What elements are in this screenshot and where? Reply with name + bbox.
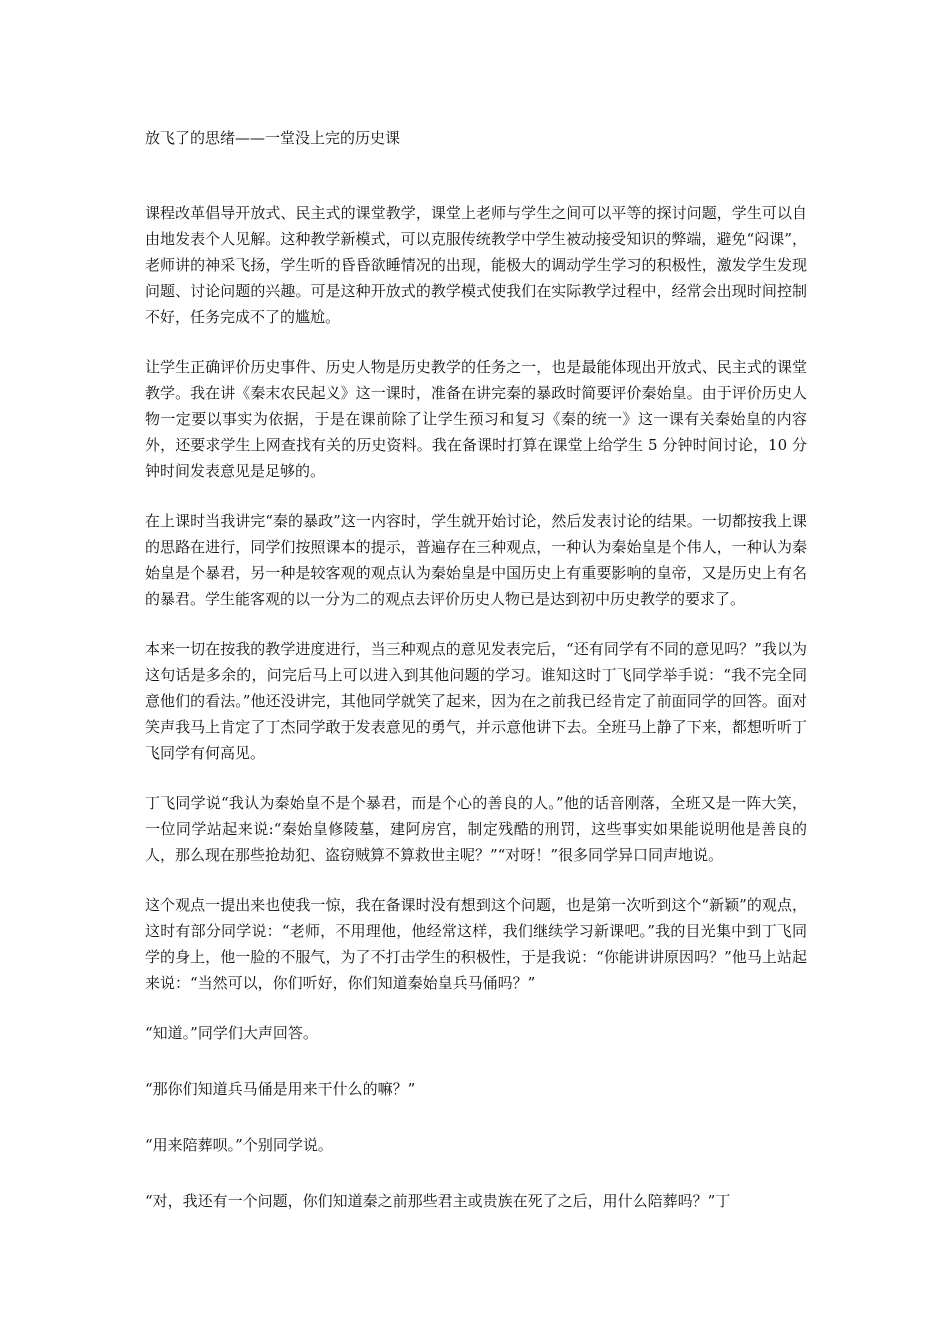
paragraph: 这个观点一提出来也使我一惊，我在备课时没有想到这个问题，也是第一次听到这个“新颖”的观点，这时有部分同学说：“老师，不用理他，他经常这样，我们继续学习新课吧。”我的目光集中到丁飞同学的身上，他一脸的不服气，为了不打击学生的积极性，于是我说：“你能讲讲原因吗？”他马上站起来说：“当然可以，你们听好，你们知道秦始皇兵马俑吗？” — [145, 896, 807, 992]
dialog-line: “用来陪葬呗。”个别同学说。 — [145, 1136, 333, 1154]
paragraph: 丁飞同学说“我认为秦始皇不是个暴君，而是个心的善良的人。”他的话音刚落，全班又是一阵大笑，一位同学站起来说:“秦始皇修陵墓，建阿房宫，制定残酷的刑罚，这些事实如果能说明他是善良的人，那么现在那些抢劫犯、盗窃贼算不算救世主呢？”“对呀！”很多同学异口同声地说。 — [145, 794, 807, 864]
dialog-line: “对，我还有一个问题，你们知道秦之前那些君主或贵族在死了之后，用什么陪葬吗？”丁 — [145, 1192, 731, 1210]
document-title: 放飞了的思绪——一堂没上完的历史课 — [145, 129, 401, 147]
paragraph: 本来一切在按我的教学进度进行，当三种观点的意见发表完后，“还有同学有不同的意见吗？”我以为这句话是多余的，问完后马上可以进入到其他问题的学习。谁知这时丁飞同学举手说：“我不完全同意他们的看法。”他还没讲完，其他同学就笑了起来，因为在之前我已经肯定了前面同学的回答。面对笑声我马上肯定了丁杰同学敢于发表意见的勇气，并示意他讲下去。全班马上静了下来，都想听听丁飞同学有何高见。 — [145, 640, 807, 762]
paragraph: 课程改革倡导开放式、民主式的课堂教学，课堂上老师与学生之间可以平等的探讨问题，学生可以自由地发表个人见解。这种教学新模式，可以克服传统教学中学生被动接受知识的弊端，避免“闷课”，老师讲的神采飞扬，学生听的昏昏欲睡情况的出现，能极大的调动学生学习的积极性，激发学生发现问题、讨论问题的兴趣。可是这种开放式的教学模式使我们在实际教学过程中，经常会出现时间控制不好，任务完成不了的尴尬。 — [145, 204, 807, 326]
dialog-line: “知道。”同学们大声回答。 — [145, 1024, 318, 1042]
document-body — [145, 200, 807, 1244]
paragraph: 让学生正确评价历史事件、历史人物是历史教学的任务之一，也是最能体现出开放式、民主式的课堂教学。我在讲《秦末农民起义》这一课时，准备在讲完秦的暴政时简要评价秦始皇。由于评价历史人物一定要以事实为依据，于是在课前除了让学生预习和复习《秦的统一》这一课有关秦始皇的内容外，还要求学生上网查找有关的历史资料。我在备课时打算在课堂上给学生 5 分钟时间讨论，10 分钟时间发表意见是足够的。 — [145, 358, 807, 480]
dialog-line: “那你们知道兵马俑是用来干什么的嘛？” — [145, 1080, 416, 1098]
paragraph: 在上课时当我讲完“秦的暴政”这一内容时，学生就开始讨论，然后发表讨论的结果。一切都按我上课的思路在进行，同学们按照课本的提示，普遍存在三种观点，一种认为秦始皇是个伟人，一种认为秦始皇是个暴君，另一种是较客观的观点认为秦始皇是中国历史上有重要影响的皇帝，又是历史上有名的暴君。学生能客观的以一分为二的观点去评价历史人物已是达到初中历史教学的要求了。 — [145, 512, 807, 608]
